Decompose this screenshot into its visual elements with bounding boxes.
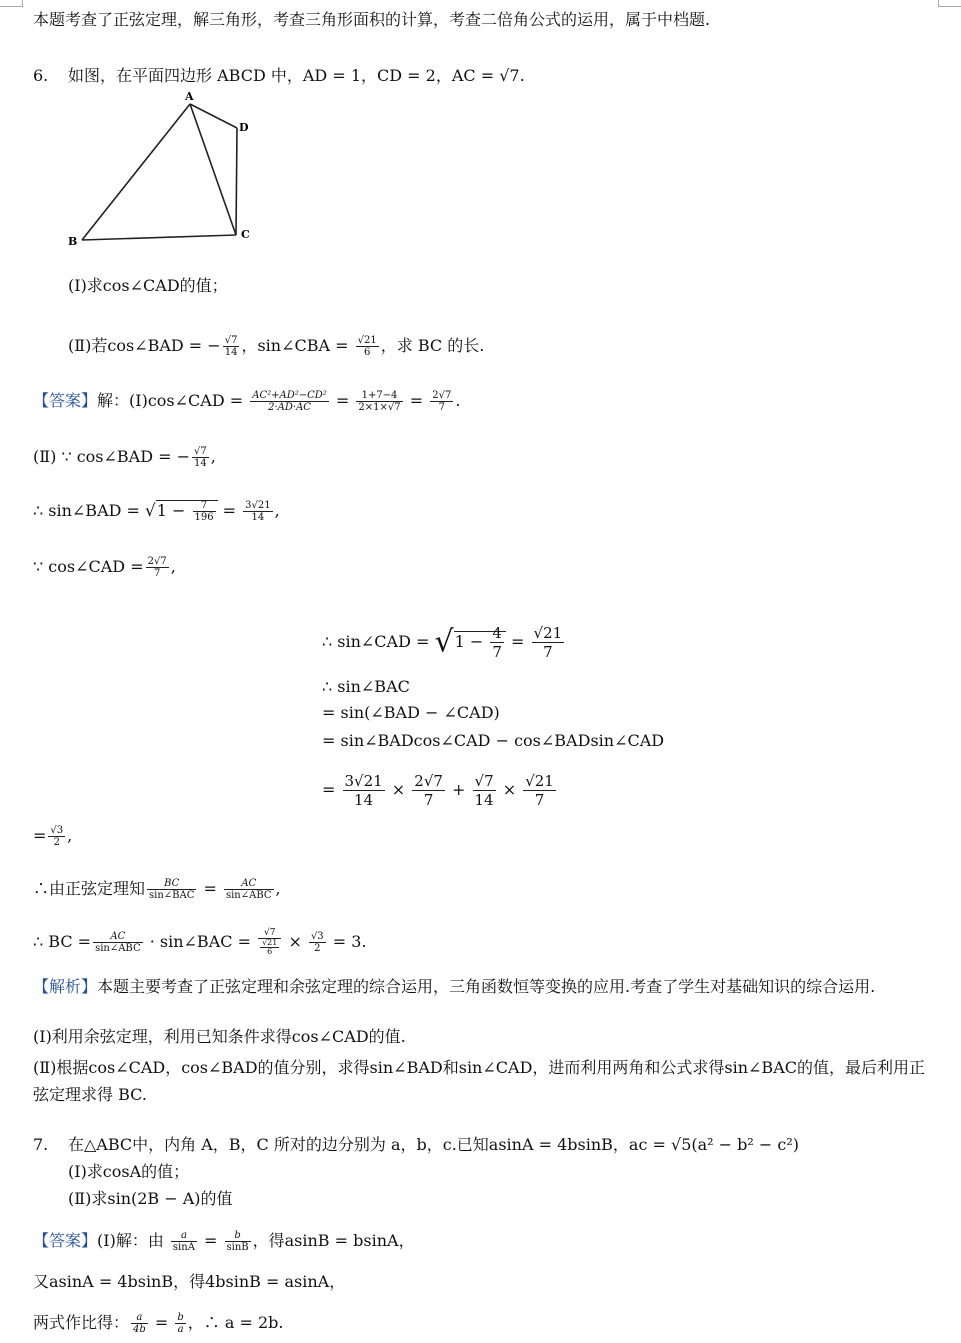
answer6-line10: = $\frac{√3}{2}$ , bbox=[33, 825, 73, 848]
label-c: C bbox=[241, 228, 250, 241]
q7-part1: (Ⅰ)求cosA的值； bbox=[68, 1162, 190, 1181]
q6-part2: (Ⅱ)若cos∠BAD = − $\frac{√7}{14}$ ，sin∠CBA = $\frac{√21}{6}$ ，求 BC 的长. bbox=[68, 335, 485, 358]
edge-bc bbox=[82, 235, 236, 240]
answer6-line8: = sin∠BADcos∠CAD − cos∠BADsin∠CAD bbox=[322, 731, 665, 750]
q6-number: 6. bbox=[33, 66, 49, 85]
answer6-line1: 【答案】解：(Ⅰ)cos∠CAD = $\frac{\text{AC²+AD²−CD²}}{2\cdot AD\cdot AC}$ = $\frac{1+7-4}{2\times 1\times√7}$ = $\frac{2√7}{7}$ . bbox=[33, 390, 461, 413]
edge-ab bbox=[82, 104, 190, 240]
edge-dc bbox=[236, 128, 237, 235]
analysis6-p1: (Ⅰ)利用余弦定理，利用已知条件求得cos∠CAD的值. bbox=[33, 1027, 406, 1046]
answer6-line12: ∴ BC = $\frac{AC}{\text{sin∠ABC}}$ · sin∠BAC = $\frac{√7}{\frac{√21}{6}}$ × $\frac{√3}{2}$ = 3. bbox=[33, 928, 367, 956]
q6-prompt: 如图，在平面四边形 ABCD 中，AD = 1，CD = 2，AC = √7. bbox=[68, 66, 525, 85]
answer7-line2: 又asinA = 4bsinB，得4bsinB = asinA， bbox=[33, 1272, 346, 1291]
answer6-line11: ∴由正弦定理知 $\frac{BC}{\text{sin∠BAC}}$ = $\frac{AC}{\text{sin∠ABC}}$ , bbox=[33, 878, 281, 901]
answer7-line1: 【答案】(Ⅰ)解：由 $\frac{a}{\sin A}$ = $\frac{b}{\sin B}$ ，得asinB = bsinA， bbox=[33, 1230, 415, 1253]
page-corner-mark-left bbox=[0, 0, 23, 7]
answer6-line6: ∴ sin∠BAC bbox=[322, 677, 410, 696]
answer-tag: 【答案】 bbox=[33, 391, 98, 410]
label-b: B bbox=[68, 235, 78, 248]
label-a: A bbox=[185, 90, 194, 103]
answer6-line9: = $\frac{3√21}{14}$ × $\frac{2√7}{7}$ + $\frac{√7}{14}$ × $\frac{√21}{7}$ bbox=[322, 772, 554, 809]
quadrilateral-figure bbox=[60, 88, 260, 253]
answer6-line5: ∴ sin∠CAD = √1 − $\frac{4}{7}$ = $\frac{√21}{7}$ bbox=[322, 624, 563, 661]
answer6-line4: ∵ cos∠CAD = $\frac{2√7}{7}$ , bbox=[33, 556, 176, 579]
analysis-tag: 【解析】 bbox=[33, 977, 98, 996]
q7-number: 7. bbox=[33, 1135, 49, 1154]
label-d: D bbox=[239, 121, 249, 134]
page-corner-mark-right bbox=[938, 0, 961, 7]
q6-part1: (Ⅰ)求cos∠CAD的值； bbox=[68, 276, 228, 295]
answer6-line2: (Ⅱ) ∵ cos∠BAD = − $\frac{√7}{14}$ , bbox=[33, 446, 216, 469]
answer6-line3: ∴ sin∠BAD = √1 − $\frac{7}{196}$ = $\frac{3√21}{14}$ , bbox=[33, 500, 280, 523]
q7-prompt: 在△ABC中，内角 A，B，C 所对的边分别为 a，b，c.已知asinA = 4bsinB，ac = √5(a² − b² − c²) bbox=[68, 1135, 799, 1154]
header-note: 本题考查了正弦定理，解三角形，考查三角形面积的计算，考查二倍角公式的运用，属于中档题. bbox=[33, 10, 711, 29]
answer6-line7: = sin(∠BAD − ∠CAD) bbox=[322, 703, 500, 722]
answer7-line3: 两式作比得： $\frac{a}{4b}$ = $\frac{b}{a}$ ，∴ a = 2b. bbox=[33, 1312, 284, 1335]
analysis6-text: 【解析】本题主要考查了正弦定理和余弦定理的综合运用，三角函数恒等变换的应用.考查了学生对基础知识的综合运用. bbox=[33, 977, 876, 996]
analysis6-p2: (Ⅱ)根据cos∠CAD，cos∠BAD的值分别，求得sin∠BAD和sin∠CAD，进而利用两角和公式求得sin∠BAC的值，最后利用正弦定理求得 BC. bbox=[33, 1058, 925, 1104]
q7-part2: (Ⅱ)求sin(2B − A)的值 bbox=[68, 1189, 233, 1208]
